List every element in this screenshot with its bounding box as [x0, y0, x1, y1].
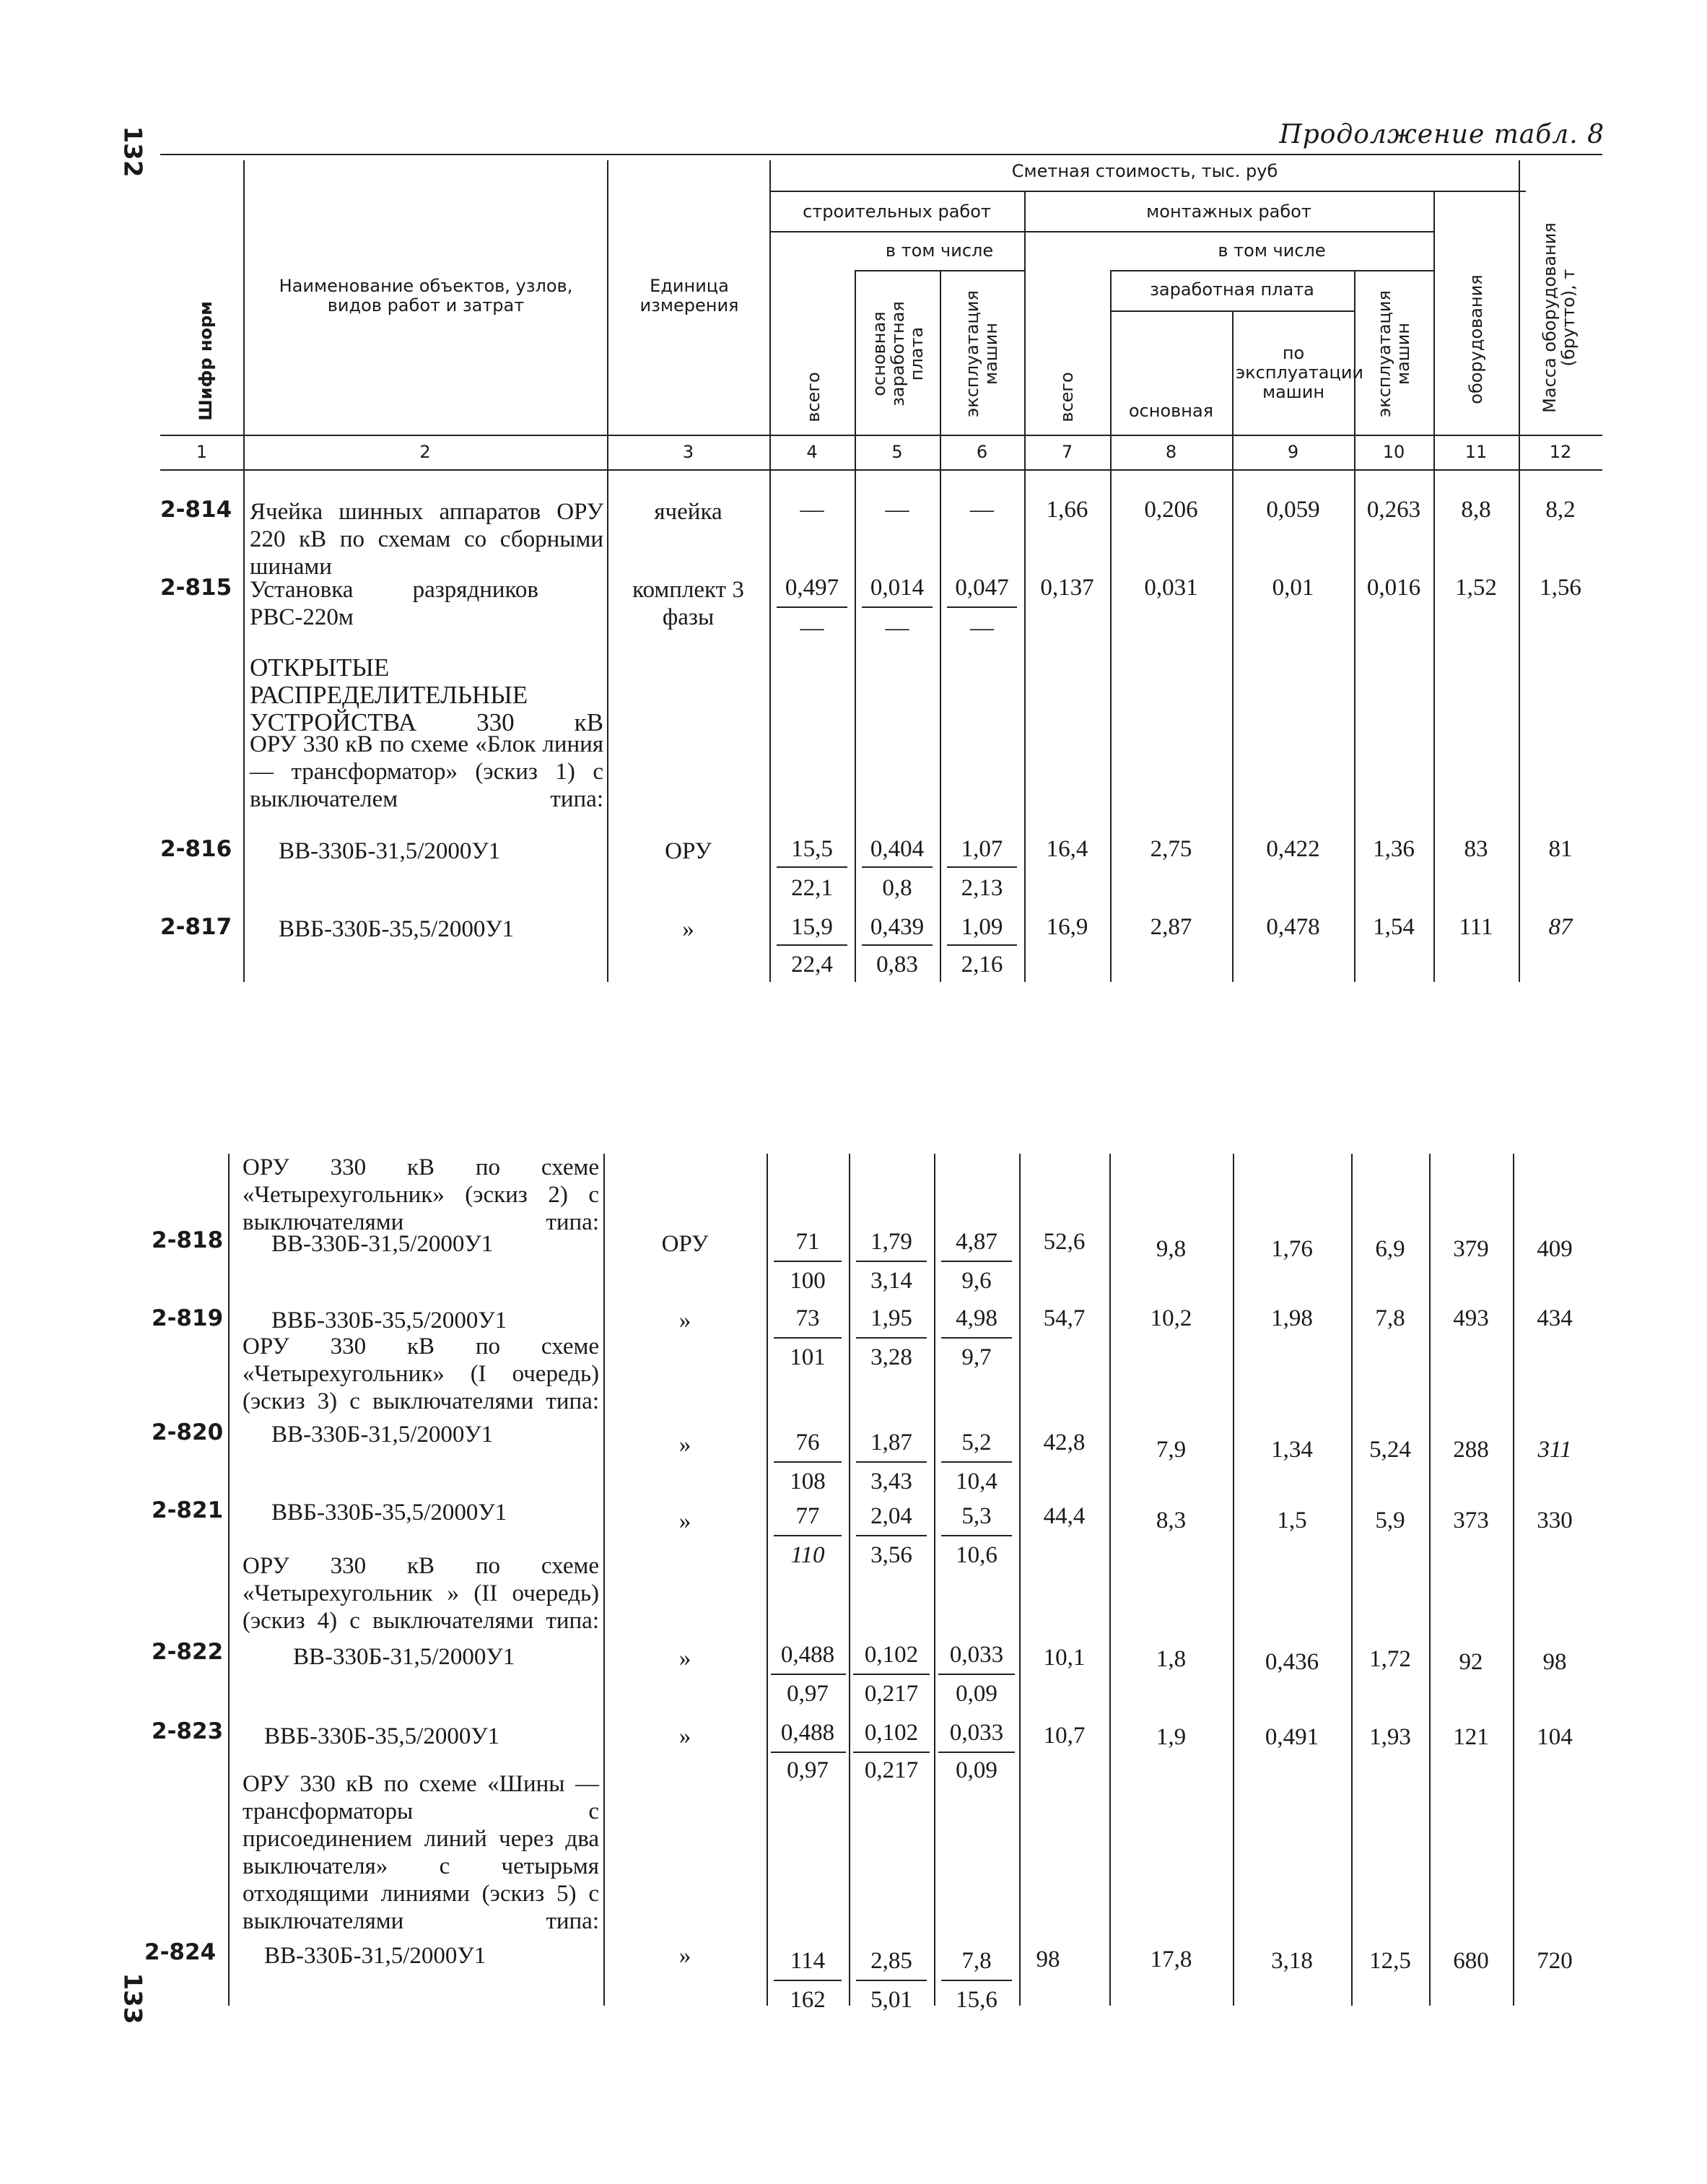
- cell-c6-second: 2,16: [961, 952, 1003, 978]
- cell-c7: 10,1: [1043, 1645, 1086, 1671]
- row-name: ВВ-330Б-31,5/2000У1: [271, 1231, 494, 1257]
- cell-c5: 1,95: [870, 1305, 912, 1331]
- cell-c12: 87: [1548, 914, 1573, 940]
- cell-c9: 0,059: [1266, 497, 1320, 523]
- cell-c6: 4,98: [956, 1305, 997, 1331]
- row-name: ВВ-330Б-31,5/2000У1: [264, 1943, 486, 1969]
- cell-c6: —: [970, 497, 994, 523]
- cell-c7: 16,4: [1046, 836, 1088, 862]
- row-code: 2-819: [152, 1305, 224, 1331]
- cell-c7: 10,7: [1043, 1723, 1086, 1749]
- cell-c9: 1,5: [1277, 1508, 1307, 1533]
- header-incl-construction: в том числе: [885, 240, 994, 261]
- cell-c11: 379: [1453, 1236, 1489, 1262]
- row-name: ВВБ-330Б-35,5/2000У1: [264, 1723, 500, 1749]
- cell-c6: 0,047: [955, 575, 1009, 601]
- row-name: ВВБ-330Б-35,5/2000У1: [279, 916, 515, 942]
- row-code: 2-823: [152, 1718, 224, 1744]
- col-number-5: 5: [891, 442, 903, 462]
- header-cost-group: Сметная стоимость, тыс. руб: [1011, 161, 1278, 181]
- row-code: 2-824: [144, 1939, 217, 1965]
- cell-c9: 1,76: [1271, 1236, 1313, 1262]
- row-name: ВВБ-330Б-35,5/2000У1: [271, 1500, 507, 1526]
- cell-c12: 81: [1548, 836, 1573, 862]
- header-machine-ops: эксплуатация машин: [962, 290, 1001, 417]
- cell-c8: 0,031: [1144, 575, 1198, 601]
- cell-c11: 680: [1453, 1948, 1489, 1974]
- cell-c4: 77: [795, 1503, 820, 1529]
- cell-c4-second: 162: [790, 1987, 826, 2013]
- cell-c4: 0,497: [785, 575, 839, 601]
- cell-c6: 7,8: [961, 1948, 992, 1974]
- cell-c8: 1,9: [1156, 1724, 1187, 1750]
- col-number-8: 8: [1165, 442, 1177, 462]
- cell-c8: 9,8: [1156, 1236, 1187, 1262]
- cell-c5: 0,102: [864, 1720, 919, 1746]
- cell-c5-second: 3,56: [870, 1542, 912, 1568]
- row-name: Установка разрядников РВС-220м: [250, 577, 538, 630]
- header-equipment: оборудования: [1466, 274, 1486, 404]
- cell-c11: 1,52: [1455, 575, 1497, 601]
- cell-c4-second: 0,97: [787, 1681, 829, 1707]
- cell-c7: 44,4: [1043, 1503, 1086, 1529]
- section-heading-bus: ОРУ 330 кВ по схеме «Шины — трансформаторы с присоединением линий через два выключателя» с четырьмя отходящими линиями (эскиз 5) с выключателями типа:: [243, 1771, 599, 1934]
- section-heading-quad: ОРУ 330 кВ по схеме «Четырехугольник» (эскиз 2) с выключателями типа:: [243, 1154, 599, 1235]
- cell-c9: 0,01: [1272, 575, 1314, 601]
- cell-c5-second: 3,43: [870, 1469, 912, 1495]
- cell-c7: 98: [1036, 1946, 1060, 1972]
- cell-c10: 7,8: [1375, 1305, 1405, 1331]
- row-unit: ОРУ: [661, 1231, 709, 1257]
- cell-c5-second: 3,14: [870, 1268, 912, 1294]
- cell-c8: 1,8: [1156, 1646, 1187, 1672]
- cell-c10: 5,9: [1375, 1508, 1405, 1533]
- col-number-9: 9: [1287, 442, 1299, 462]
- header-name: Наименование объектов, узлов, видов работ и затрат: [279, 276, 573, 316]
- cell-c4: 73: [795, 1305, 820, 1331]
- col-number-12: 12: [1549, 442, 1572, 462]
- cell-c11: 8,8: [1461, 497, 1491, 523]
- cell-c11: 493: [1453, 1305, 1489, 1331]
- cell-c6-second: —: [970, 615, 994, 641]
- cell-c6-second: 0,09: [956, 1757, 997, 1783]
- row-unit: комплект 3 фазы: [632, 577, 744, 630]
- cell-c11: 373: [1453, 1508, 1489, 1533]
- row-unit: »: [682, 916, 694, 942]
- cell-c10: 6,9: [1375, 1236, 1405, 1262]
- header-installation: монтажных работ: [1146, 201, 1311, 222]
- row-code: 2-815: [160, 575, 232, 601]
- header-code: Шифр норм: [196, 301, 216, 421]
- col-number-2: 2: [419, 442, 431, 462]
- cell-c6: 1,09: [961, 914, 1003, 940]
- cell-c6-second: 9,6: [961, 1268, 992, 1294]
- cell-c8: 2,75: [1150, 836, 1192, 862]
- header-incl-installation: в том числе: [1218, 240, 1326, 261]
- cell-c4-second: 110: [790, 1542, 825, 1568]
- cell-c9: 0,436: [1265, 1649, 1319, 1675]
- row-code: 2-821: [152, 1497, 224, 1523]
- cell-c4-second: 22,4: [791, 952, 833, 978]
- row-name: ВВ-330Б-31,5/2000У1: [271, 1422, 494, 1448]
- cell-c4-second: 0,97: [787, 1757, 829, 1783]
- cell-c11: 92: [1459, 1649, 1483, 1675]
- cell-c5: 0,014: [870, 575, 925, 601]
- col-number-3: 3: [682, 442, 694, 462]
- cell-c5: 2,85: [870, 1948, 912, 1974]
- cell-c4: 76: [795, 1430, 820, 1456]
- section-heading-block: ОРУ 330 кВ по схеме «Блок линия — трансформатор» (эскиз 1) с выключателем типа:: [250, 731, 603, 812]
- cell-c5: 0,439: [870, 914, 925, 940]
- header-construction: строительных работ: [803, 201, 991, 222]
- cell-c8: 7,9: [1156, 1437, 1187, 1463]
- cell-c4: 15,9: [791, 914, 833, 940]
- cell-c5-second: 5,01: [870, 1987, 912, 2013]
- header-salary-main: основная заработная плата: [869, 301, 927, 406]
- cell-c5: 2,04: [870, 1503, 912, 1529]
- cell-c6: 5,3: [961, 1503, 992, 1529]
- cell-c7: 42,8: [1043, 1430, 1086, 1456]
- cell-c12: 409: [1537, 1236, 1573, 1262]
- cell-c9: 1,34: [1271, 1437, 1313, 1463]
- cell-c5: 1,87: [870, 1430, 912, 1456]
- cell-c4-second: 108: [790, 1469, 826, 1495]
- row-name: ВВБ-330Б-35,5/2000У1: [271, 1308, 507, 1334]
- header-machine-ops-installation: эксплуатация машин: [1374, 290, 1413, 417]
- cell-c4-second: 22,1: [791, 875, 833, 901]
- section-heading-quad-2: ОРУ 330 кВ по схеме «Четырехугольник » (II очередь) (эскиз 4) с выключателями типа:: [243, 1553, 599, 1634]
- cell-c5-second: 0,217: [864, 1681, 919, 1707]
- row-unit: »: [678, 1943, 691, 1969]
- row-name: ВВ-330Б-31,5/2000У1: [279, 838, 501, 864]
- cell-c10: 1,54: [1373, 914, 1415, 940]
- cell-c6: 5,2: [961, 1430, 992, 1456]
- cell-c7: 0,137: [1040, 575, 1094, 601]
- row-unit: ОРУ: [665, 838, 712, 864]
- cell-c4-second: 101: [790, 1344, 826, 1370]
- cell-c6: 1,07: [961, 836, 1003, 862]
- cell-c10: 5,24: [1369, 1437, 1411, 1463]
- cell-c11: 288: [1453, 1437, 1489, 1463]
- cell-c12: 330: [1537, 1508, 1573, 1533]
- cell-c5: 1,79: [870, 1229, 912, 1255]
- cell-c4-second: —: [800, 615, 824, 641]
- cell-c5-second: 3,28: [870, 1344, 912, 1370]
- cell-c12: 311: [1537, 1437, 1572, 1463]
- cell-c10: 1,36: [1373, 836, 1415, 862]
- col-number-10: 10: [1382, 442, 1405, 462]
- cell-c8: 0,206: [1144, 497, 1198, 523]
- row-code: 2-814: [160, 497, 232, 523]
- cell-c8: 8,3: [1156, 1508, 1187, 1533]
- col-number-6: 6: [976, 442, 988, 462]
- cell-c12: 434: [1537, 1305, 1573, 1331]
- row-code: 2-816: [160, 836, 232, 862]
- header-mass: Масса оборудования (брутто), т: [1540, 222, 1579, 413]
- cell-c7: 1,66: [1046, 497, 1088, 523]
- row-unit: »: [678, 1723, 691, 1749]
- header-total-installation: всего: [1057, 372, 1077, 422]
- cell-c8: 2,87: [1150, 914, 1192, 940]
- row-unit: ячейка: [654, 499, 722, 525]
- cell-c6-second: 2,13: [961, 875, 1003, 901]
- cell-c12: 1,56: [1540, 575, 1581, 601]
- row-code: 2-818: [152, 1227, 224, 1253]
- cell-c5-second: 0,8: [882, 875, 912, 901]
- cell-c6: 4,87: [956, 1229, 997, 1255]
- cell-c11: 83: [1464, 836, 1488, 862]
- cell-c9: 0,478: [1266, 914, 1320, 940]
- cell-c5: 0,404: [870, 836, 925, 862]
- page-number-bottom: 133: [118, 1972, 147, 2024]
- cell-c9: 0,491: [1265, 1724, 1319, 1750]
- row-name: Ячейка шинных аппаратов ОРУ 220 кВ по схемам со сборными шинами: [250, 499, 603, 580]
- col-number-4: 4: [806, 442, 818, 462]
- header-for-machines: по эксплуатации машин: [1236, 343, 1364, 402]
- cell-c5: —: [885, 497, 909, 523]
- cell-c6-second: 10,4: [956, 1469, 997, 1495]
- cell-c10: 0,016: [1366, 575, 1421, 601]
- col-number-7: 7: [1061, 442, 1073, 462]
- header-salary: заработная плата: [1150, 279, 1314, 300]
- row-name: ВВ-330Б-31,5/2000У1: [293, 1644, 515, 1670]
- cell-c6: 0,033: [949, 1720, 1004, 1746]
- cell-c4: —: [800, 497, 824, 523]
- cell-c10: 1,72: [1369, 1646, 1411, 1672]
- row-code: 2-820: [152, 1419, 224, 1445]
- row-unit: »: [678, 1432, 691, 1458]
- table-caption: Продолжение табл. 8: [1279, 120, 1605, 149]
- header-total-construction: всего: [803, 372, 824, 422]
- cell-c9: 1,98: [1271, 1305, 1313, 1331]
- cell-c11: 121: [1453, 1724, 1489, 1750]
- section-heading-quad-1: ОРУ 330 кВ по схеме «Четырехугольник» (I очередь) (эскиз 3) с выключателями типа:: [243, 1334, 599, 1414]
- cell-c7: 54,7: [1043, 1305, 1086, 1331]
- cell-c10: 12,5: [1369, 1948, 1411, 1974]
- cell-c12: 8,2: [1545, 497, 1576, 523]
- cell-c4: 0,488: [780, 1642, 835, 1668]
- cell-c6-second: 0,09: [956, 1681, 997, 1707]
- cell-c9: 3,18: [1271, 1948, 1313, 1974]
- cell-c12: 98: [1542, 1649, 1567, 1675]
- cell-c4: 114: [790, 1948, 826, 1974]
- cell-c4: 15,5: [791, 836, 833, 862]
- cell-c6-second: 10,6: [956, 1542, 997, 1568]
- cell-c11: 111: [1459, 914, 1493, 940]
- row-unit: »: [678, 1508, 691, 1534]
- col-number-1: 1: [196, 442, 208, 462]
- row-code: 2-822: [152, 1639, 224, 1665]
- row-code: 2-817: [160, 914, 232, 940]
- row-unit: »: [678, 1645, 691, 1671]
- cell-c5-second: —: [885, 615, 909, 641]
- cell-c8: 10,2: [1150, 1305, 1192, 1331]
- cell-c7: 16,9: [1046, 914, 1088, 940]
- cell-c4: 0,488: [780, 1720, 835, 1746]
- cell-c6-second: 9,7: [961, 1344, 992, 1370]
- cell-c6-second: 15,6: [956, 1987, 997, 2013]
- section-heading-orus-330: ОТКРЫТЫЕ РАСПРЕДЕЛИТЕЛЬНЫЕ УСТРОЙСТВА 330 кВ: [250, 653, 603, 736]
- cell-c4: 71: [795, 1229, 820, 1255]
- cell-c6: 0,033: [949, 1642, 1004, 1668]
- header-unit: Единица измерения: [639, 276, 739, 316]
- cell-c4-second: 100: [790, 1268, 826, 1294]
- page-number-top: 132: [118, 126, 147, 178]
- cell-c5: 0,102: [864, 1642, 919, 1668]
- col-number-11: 11: [1464, 442, 1488, 462]
- header-main: основная: [1128, 401, 1214, 421]
- cell-c7: 52,6: [1043, 1229, 1086, 1255]
- cell-c5-second: 0,217: [864, 1757, 919, 1783]
- cell-c10: 1,93: [1369, 1724, 1411, 1750]
- cell-c12: 104: [1537, 1724, 1573, 1750]
- cell-c10: 0,263: [1366, 497, 1421, 523]
- cell-c9: 0,422: [1266, 836, 1320, 862]
- row-unit: »: [678, 1308, 691, 1334]
- cell-c8: 17,8: [1150, 1946, 1192, 1972]
- cell-c5-second: 0,83: [876, 952, 918, 978]
- cell-c12: 720: [1537, 1948, 1573, 1974]
